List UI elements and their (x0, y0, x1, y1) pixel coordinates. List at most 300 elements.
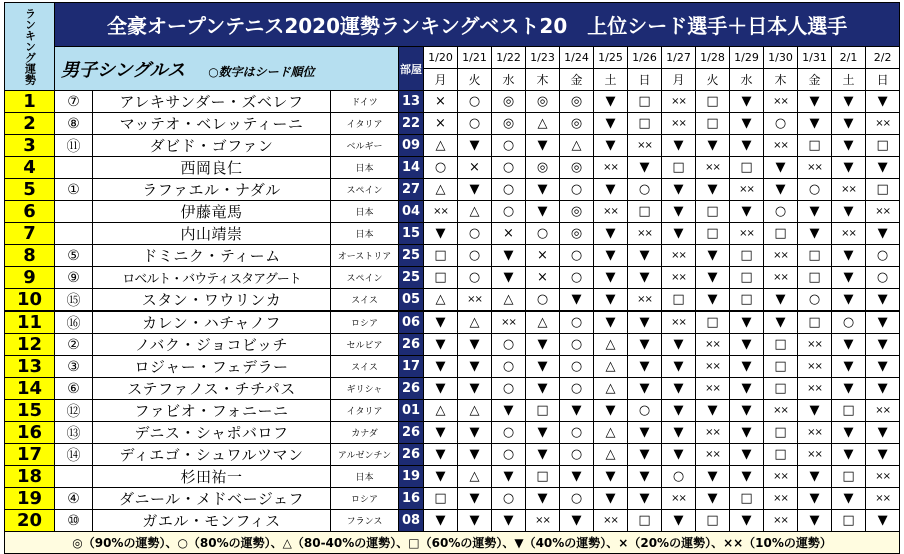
rank-cell: 6 (5, 201, 55, 223)
country-cell: ロシア (331, 311, 399, 334)
player-name: 西岡良仁 (93, 157, 331, 179)
fortune-mark: △ (458, 400, 492, 422)
fortune-mark: ▼ (662, 378, 696, 400)
player-row (5, 91, 900, 113)
country-cell: ドイツ (331, 91, 399, 113)
fortune-mark: ▼ (832, 444, 866, 466)
player-name: ロベルト・バウティスタアグート (93, 267, 331, 289)
fortune-mark: ▼ (730, 91, 764, 113)
seed-cell: ⑤ (55, 245, 93, 267)
fortune-mark: ○ (798, 179, 832, 201)
weekday-header: 火 (696, 69, 730, 91)
fortune-mark: ▼ (594, 488, 628, 510)
fortune-mark: ▼ (424, 510, 458, 532)
fortune-mark: □ (628, 91, 662, 113)
category-header (55, 47, 399, 91)
rank-cell: 4 (5, 157, 55, 179)
fortune-mark: × (458, 157, 492, 179)
fortune-mark: ▼ (730, 444, 764, 466)
fortune-mark: □ (798, 311, 832, 334)
fortune-mark: ×× (594, 157, 628, 179)
country-cell: スペイン (331, 179, 399, 201)
seed-cell: ⑬ (55, 422, 93, 444)
fortune-mark: ▼ (730, 510, 764, 532)
fortune-mark: □ (764, 334, 798, 356)
fortune-mark: ○ (492, 422, 526, 444)
fortune-mark: ○ (424, 157, 458, 179)
player-name: アレキサンダー・ズベレフ (93, 91, 331, 113)
fortune-mark: □ (730, 157, 764, 179)
fortune-mark: ○ (628, 400, 662, 422)
country-cell: 日本 (331, 466, 399, 488)
fortune-mark: □ (764, 444, 798, 466)
fortune-mark: ×× (594, 201, 628, 223)
country-cell: ロシア (331, 488, 399, 510)
player-name: 杉田祐一 (93, 466, 331, 488)
fortune-mark: □ (798, 267, 832, 289)
fortune-mark: ○ (560, 444, 594, 466)
rank-cell: 16 (5, 422, 55, 444)
fortune-mark: □ (424, 488, 458, 510)
fortune-mark: ○ (866, 245, 900, 267)
fortune-mark: ○ (492, 444, 526, 466)
fortune-mark: ×× (628, 135, 662, 157)
fortune-mark: ▼ (458, 422, 492, 444)
player-name: 内山靖崇 (93, 223, 331, 245)
fortune-mark: ▼ (594, 267, 628, 289)
page-title: 全豪オープンテニス2020運勢ランキングベスト20 上位シード選手＋日本人選手 (55, 3, 900, 47)
fortune-mark: ▼ (628, 488, 662, 510)
player-row (5, 334, 900, 356)
player-row (5, 267, 900, 289)
player-name: ステファノス・チチパス (93, 378, 331, 400)
fortune-mark: ×× (594, 510, 628, 532)
fortune-mark: ▼ (526, 356, 560, 378)
rank-cell: 10 (5, 289, 55, 312)
room-cell: 25 (399, 245, 424, 267)
fortune-mark: ▼ (594, 400, 628, 422)
fortune-mark: ▼ (492, 400, 526, 422)
fortune-mark: □ (866, 135, 900, 157)
fortune-mark: ▼ (798, 488, 832, 510)
fortune-mark: ○ (492, 135, 526, 157)
weekday-header: 水 (492, 69, 526, 91)
weekday-header: 木 (764, 69, 798, 91)
fortune-mark: △ (492, 289, 526, 312)
seed-cell: ⑪ (55, 135, 93, 157)
fortune-mark: ×× (764, 91, 798, 113)
player-row (5, 157, 900, 179)
room-cell: 16 (399, 488, 424, 510)
fortune-mark: ▼ (458, 179, 492, 201)
fortune-mark: ○ (458, 91, 492, 113)
fortune-mark: ○ (560, 245, 594, 267)
player-name: カレン・ハチャノフ (93, 311, 331, 334)
fortune-mark: ▼ (526, 444, 560, 466)
fortune-mark: □ (628, 510, 662, 532)
fortune-mark: ▼ (628, 378, 662, 400)
fortune-mark: ▼ (866, 444, 900, 466)
rank-cell: 18 (5, 466, 55, 488)
seed-cell: ⑧ (55, 113, 93, 135)
fortune-mark: ▼ (662, 179, 696, 201)
fortune-mark: ×× (866, 488, 900, 510)
room-cell: 26 (399, 444, 424, 466)
fortune-mark: □ (730, 245, 764, 267)
room-cell: 06 (399, 311, 424, 334)
date-header: 2/1 (832, 47, 866, 69)
fortune-mark: ▼ (696, 400, 730, 422)
fortune-mark: ▼ (662, 422, 696, 444)
fortune-mark: △ (594, 356, 628, 378)
fortune-mark: ▼ (798, 91, 832, 113)
fortune-mark: □ (866, 179, 900, 201)
fortune-mark: ▼ (560, 289, 594, 312)
fortune-mark: □ (526, 400, 560, 422)
seed-cell: ⑥ (55, 378, 93, 400)
fortune-mark: ×× (832, 179, 866, 201)
fortune-mark: ▼ (866, 510, 900, 532)
fortune-mark: ×× (458, 289, 492, 312)
seed-cell (55, 466, 93, 488)
player-row (5, 356, 900, 378)
player-row (5, 179, 900, 201)
fortune-mark: ▼ (866, 223, 900, 245)
rank-cell: 13 (5, 356, 55, 378)
fortune-mark: ▼ (764, 179, 798, 201)
rank-cell: 7 (5, 223, 55, 245)
date-header: 1/30 (764, 47, 798, 69)
player-row (5, 444, 900, 466)
fortune-mark: ×× (764, 267, 798, 289)
seed-cell: ① (55, 179, 93, 201)
fortune-mark: ▼ (594, 223, 628, 245)
fortune-mark: □ (526, 466, 560, 488)
weekday-header: 月 (424, 69, 458, 91)
fortune-mark: ×× (662, 113, 696, 135)
seed-cell: ⑨ (55, 267, 93, 289)
player-name: ディエゴ・シュワルツマン (93, 444, 331, 466)
fortune-mark: ▼ (798, 201, 832, 223)
room-cell: 08 (399, 510, 424, 532)
fortune-mark: □ (696, 201, 730, 223)
fortune-mark: ▼ (696, 289, 730, 312)
fortune-mark: ▼ (628, 157, 662, 179)
date-header: 1/25 (594, 47, 628, 69)
fortune-mark: ○ (560, 267, 594, 289)
fortune-mark: ▼ (492, 267, 526, 289)
fortune-mark: ×× (696, 356, 730, 378)
fortune-mark: ▼ (458, 356, 492, 378)
ranking-header (5, 3, 55, 91)
weekday-header: 金 (560, 69, 594, 91)
fortune-mark: ○ (798, 289, 832, 312)
fortune-mark: ○ (560, 334, 594, 356)
room-cell: 15 (399, 223, 424, 245)
country-cell: セルビア (331, 334, 399, 356)
fortune-mark: △ (560, 135, 594, 157)
player-row (5, 466, 900, 488)
fortune-mark: ◎ (492, 91, 526, 113)
fortune-mark: □ (764, 356, 798, 378)
fortune-mark: ▼ (424, 311, 458, 334)
fortune-mark: ▼ (662, 444, 696, 466)
weekday-header: 金 (798, 69, 832, 91)
fortune-mark: ▼ (628, 422, 662, 444)
fortune-header-label: 運勢 (23, 63, 37, 85)
fortune-mark: ◎ (560, 113, 594, 135)
fortune-mark: △ (424, 289, 458, 312)
room-cell: 09 (399, 135, 424, 157)
fortune-mark: □ (730, 289, 764, 312)
fortune-mark: ◎ (560, 157, 594, 179)
fortune-mark: ▼ (866, 91, 900, 113)
fortune-mark: ×× (798, 444, 832, 466)
fortune-mark: ▼ (832, 135, 866, 157)
weekday-header: 水 (730, 69, 764, 91)
fortune-mark: ○ (492, 378, 526, 400)
seed-cell: ⑩ (55, 510, 93, 532)
fortune-mark: ▼ (628, 356, 662, 378)
fortune-mark: ◎ (560, 223, 594, 245)
fortune-mark: □ (832, 466, 866, 488)
fortune-mark: △ (526, 113, 560, 135)
fortune-mark: △ (594, 378, 628, 400)
room-cell: 22 (399, 113, 424, 135)
fortune-mark: □ (764, 422, 798, 444)
fortune-mark: ○ (560, 488, 594, 510)
fortune-mark: ▼ (832, 267, 866, 289)
fortune-mark: ▼ (696, 488, 730, 510)
player-row (5, 113, 900, 135)
country-cell: スイス (331, 356, 399, 378)
fortune-mark: ▼ (730, 113, 764, 135)
date-header: 1/22 (492, 47, 526, 69)
seed-cell: ② (55, 334, 93, 356)
weekday-header: 日 (628, 69, 662, 91)
fortune-mark: ▼ (458, 510, 492, 532)
rank-cell: 2 (5, 113, 55, 135)
date-header: 1/28 (696, 47, 730, 69)
fortune-mark: ▼ (662, 201, 696, 223)
room-cell: 19 (399, 466, 424, 488)
fortune-mark: ▼ (832, 157, 866, 179)
seed-note: ○数字はシード順位 (208, 64, 315, 79)
fortune-mark: ×× (798, 157, 832, 179)
seed-cell: ⑦ (55, 91, 93, 113)
fortune-mark: ×× (798, 378, 832, 400)
fortune-mark: □ (832, 510, 866, 532)
fortune-mark: ×× (492, 311, 526, 334)
weekday-header: 土 (594, 69, 628, 91)
fortune-mark: △ (594, 444, 628, 466)
seed-cell: ④ (55, 488, 93, 510)
country-cell: オーストリア (331, 245, 399, 267)
fortune-mark: ▼ (730, 466, 764, 488)
weekday-header: 木 (526, 69, 560, 91)
fortune-mark: □ (730, 488, 764, 510)
fortune-mark: ▼ (730, 378, 764, 400)
country-cell: フランス (331, 510, 399, 532)
fortune-mark: □ (662, 289, 696, 312)
fortune-mark: ×× (730, 223, 764, 245)
fortune-mark: ▼ (730, 311, 764, 334)
fortune-mark: ×× (866, 400, 900, 422)
fortune-mark: ▼ (832, 91, 866, 113)
fortune-mark: △ (594, 334, 628, 356)
rank-cell: 17 (5, 444, 55, 466)
country-cell: カナダ (331, 422, 399, 444)
fortune-mark: × (492, 223, 526, 245)
seed-cell (55, 157, 93, 179)
fortune-mark: ▼ (730, 400, 764, 422)
fortune-mark: ▼ (696, 466, 730, 488)
fortune-mark: ×× (662, 488, 696, 510)
player-name: ダビド・ゴファン (93, 135, 331, 157)
fortune-table-wrapper (4, 2, 899, 550)
fortune-mark: □ (696, 510, 730, 532)
fortune-mark: ×× (798, 334, 832, 356)
fortune-mark: ▼ (764, 157, 798, 179)
fortune-mark: ○ (458, 267, 492, 289)
fortune-mark: ▼ (526, 488, 560, 510)
rank-cell: 1 (5, 91, 55, 113)
fortune-mark: ▼ (560, 466, 594, 488)
date-header: 1/27 (662, 47, 696, 69)
player-name: ダニール・メドベージェフ (93, 488, 331, 510)
seed-cell: ③ (55, 356, 93, 378)
fortune-mark: ▼ (492, 510, 526, 532)
fortune-mark: △ (594, 422, 628, 444)
room-cell: 26 (399, 334, 424, 356)
fortune-mark: ▼ (424, 444, 458, 466)
fortune-mark: □ (696, 223, 730, 245)
rank-cell: 19 (5, 488, 55, 510)
fortune-mark: ○ (560, 356, 594, 378)
fortune-mark: ○ (458, 223, 492, 245)
fortune-mark: ▼ (832, 289, 866, 312)
player-name: スタン・ワウリンカ (93, 289, 331, 312)
ranking-header-label: ランキング (23, 8, 37, 63)
fortune-mark: ○ (492, 179, 526, 201)
fortune-mark: ○ (764, 201, 798, 223)
player-name: ロジャー・フェデラー (93, 356, 331, 378)
fortune-mark: ▼ (866, 157, 900, 179)
fortune-mark: ○ (662, 466, 696, 488)
fortune-mark: ▼ (798, 466, 832, 488)
fortune-mark: □ (628, 113, 662, 135)
fortune-mark: ○ (492, 201, 526, 223)
fortune-mark: □ (628, 201, 662, 223)
fortune-mark: ×× (696, 157, 730, 179)
fortune-mark: ◎ (526, 91, 560, 113)
fortune-mark: ▼ (832, 201, 866, 223)
country-cell: アルゼンチン (331, 444, 399, 466)
fortune-mark: ◎ (560, 91, 594, 113)
fortune-mark: ×× (764, 488, 798, 510)
seed-cell: ⑯ (55, 311, 93, 334)
player-name: ラファエル・ナダル (93, 179, 331, 201)
seed-cell (55, 223, 93, 245)
fortune-mark: × (526, 267, 560, 289)
fortune-mark: ▼ (424, 356, 458, 378)
fortune-mark: ▼ (866, 356, 900, 378)
fortune-mark: ▼ (730, 422, 764, 444)
fortune-mark: ▼ (662, 135, 696, 157)
fortune-mark: ▼ (594, 113, 628, 135)
fortune-mark: ○ (560, 378, 594, 400)
fortune-mark: ▼ (526, 334, 560, 356)
fortune-mark: ○ (628, 179, 662, 201)
fortune-mark: □ (832, 400, 866, 422)
weekday-header: 火 (458, 69, 492, 91)
fortune-mark: ▼ (594, 91, 628, 113)
room-cell: 25 (399, 267, 424, 289)
fortune-mark: ▼ (594, 245, 628, 267)
fortune-mark: ▼ (526, 422, 560, 444)
fortune-mark: ▼ (424, 466, 458, 488)
fortune-mark: △ (458, 201, 492, 223)
fortune-mark: ▼ (662, 223, 696, 245)
player-row (5, 311, 900, 334)
fortune-mark: × (424, 113, 458, 135)
date-header: 1/24 (560, 47, 594, 69)
player-name: マッテオ・ベレッティーニ (93, 113, 331, 135)
player-row (5, 400, 900, 422)
player-row (5, 378, 900, 400)
fortune-mark: ▼ (628, 311, 662, 334)
rank-cell: 11 (5, 311, 55, 334)
fortune-mark: ×× (526, 510, 560, 532)
room-cell: 26 (399, 378, 424, 400)
fortune-mark: ▼ (458, 334, 492, 356)
fortune-mark: ▼ (730, 201, 764, 223)
fortune-mark: ○ (866, 267, 900, 289)
fortune-mark: ×× (866, 466, 900, 488)
fortune-mark: ×× (662, 91, 696, 113)
fortune-mark: ○ (832, 311, 866, 334)
fortune-mark: ×× (764, 135, 798, 157)
room-cell: 04 (399, 201, 424, 223)
room-cell: 01 (399, 400, 424, 422)
fortune-mark: ▼ (696, 245, 730, 267)
fortune-mark: ▼ (866, 334, 900, 356)
fortune-mark: ○ (492, 334, 526, 356)
fortune-mark: × (526, 245, 560, 267)
fortune-mark: △ (424, 135, 458, 157)
category-label: 男子シングルス (61, 59, 186, 81)
player-row (5, 488, 900, 510)
player-name: ノバク・ジョコビッチ (93, 334, 331, 356)
fortune-mark: ▼ (424, 334, 458, 356)
fortune-mark: ×× (866, 201, 900, 223)
fortune-mark: ×× (696, 378, 730, 400)
fortune-mark: ▼ (866, 378, 900, 400)
player-row (5, 245, 900, 267)
date-header: 1/20 (424, 47, 458, 69)
fortune-ranking-table (4, 2, 900, 554)
fortune-mark: ×× (662, 311, 696, 334)
room-cell: 17 (399, 356, 424, 378)
fortune-mark: ○ (492, 356, 526, 378)
fortune-mark: × (424, 91, 458, 113)
fortune-mark: ▼ (628, 267, 662, 289)
country-cell: ギリシャ (331, 378, 399, 400)
country-cell: 日本 (331, 201, 399, 223)
date-header: 1/26 (628, 47, 662, 69)
fortune-mark: □ (662, 157, 696, 179)
fortune-mark: ▼ (764, 289, 798, 312)
